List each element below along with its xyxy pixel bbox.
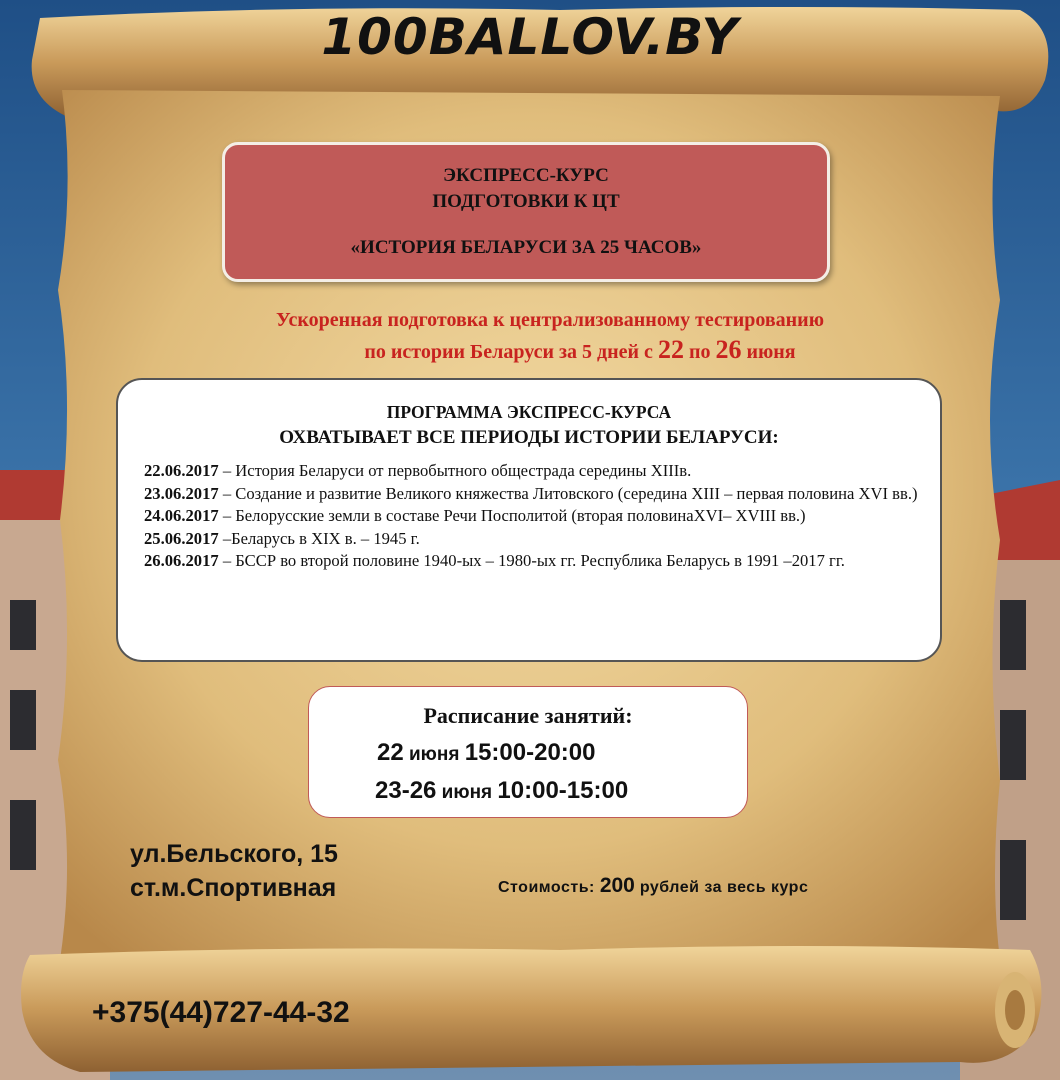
subtitle-line2 <box>0 335 1060 365</box>
schedule-time: 10:00-15:00 <box>497 777 629 804</box>
schedule-time: 15:00-20:00 <box>464 739 596 766</box>
program-item-text: – История Беларуси от первобытного общестрада середины XIIIв. <box>218 461 692 480</box>
program-item <box>144 505 922 528</box>
program-item-date: 22.06.2017 <box>144 461 219 480</box>
phone-number[interactable]: +375(44)727-44-32 <box>92 996 350 1029</box>
program-heading: ПРОГРАММА ЭКСПРЕСС-КУРСА <box>386 402 672 422</box>
program-item-text: – Белорусские земли в составе Речи Посполитой (вторая половинаXVI– XVIII вв.) <box>218 506 806 525</box>
course-title-line2: ПОДГОТОВКИ К ЦТ <box>432 191 620 212</box>
schedule-day: 22 <box>377 739 404 766</box>
price-suffix: рублей за весь курс <box>634 879 809 896</box>
schedule-row <box>375 777 628 805</box>
schedule-month: июня <box>436 782 498 803</box>
schedule-row <box>377 739 596 767</box>
program-item-date: 25.06.2017 <box>144 528 219 548</box>
program-item-date: 24.06.2017 <box>144 506 219 525</box>
program-item-text: –Беларусь в XIX в. – 1945 г. <box>218 528 420 548</box>
subtitle-date-to: 26 <box>715 335 742 364</box>
subtitle-month: июня <box>741 341 796 363</box>
subtitle-date-from: 22 <box>657 335 684 364</box>
program-item <box>144 483 922 506</box>
schedule-day: 23-26 <box>375 777 437 804</box>
subtitle-prefix: по истории Беларуси за 5 дней с <box>364 341 658 363</box>
course-title-line3: «ИСТОРИЯ БЕЛАРУСИ ЗА 25 ЧАСОВ» <box>350 237 702 258</box>
schedule-heading: Расписание занятий: <box>423 703 633 728</box>
site-logo: 100BALLOV.BY <box>321 8 739 66</box>
subtitle-line1: Ускоренная подготовка к централизованному тестированию <box>276 309 824 331</box>
program-item-text: – Создание и развитие Великого княжества Литовского (середина XIII – первая половина XVI вв.) <box>218 483 918 503</box>
course-title-box <box>222 142 830 282</box>
program-item-date: 23.06.2017 <box>144 483 219 503</box>
program-item <box>144 550 922 573</box>
program-item <box>144 528 922 551</box>
course-title-line1: ЭКСПРЕСС-КУРС <box>443 165 609 186</box>
address-street: ул.Бельского, 15 <box>130 840 338 868</box>
program-box <box>116 378 942 662</box>
program-item-date: 26.06.2017 <box>144 551 219 570</box>
price-amount: 200 <box>599 874 635 897</box>
subtitle-word-to: по <box>683 341 716 363</box>
program-subheading: ОХВАТЫВАЕТ ВСЕ ПЕРИОДЫ ИСТОРИИ БЕЛАРУСИ: <box>279 427 779 448</box>
price-label: Стоимость: <box>498 879 600 896</box>
price-text <box>498 874 808 898</box>
program-list <box>144 460 922 573</box>
address-metro: ст.м.Спортивная <box>130 874 337 902</box>
schedule-box <box>308 686 748 818</box>
program-item <box>144 460 922 483</box>
schedule-month: июня <box>403 744 465 765</box>
program-item-text: – БССР во второй половине 1940-ых – 1980-ых гг. Республика Беларусь в 1991 –2017 гг. <box>218 551 845 570</box>
